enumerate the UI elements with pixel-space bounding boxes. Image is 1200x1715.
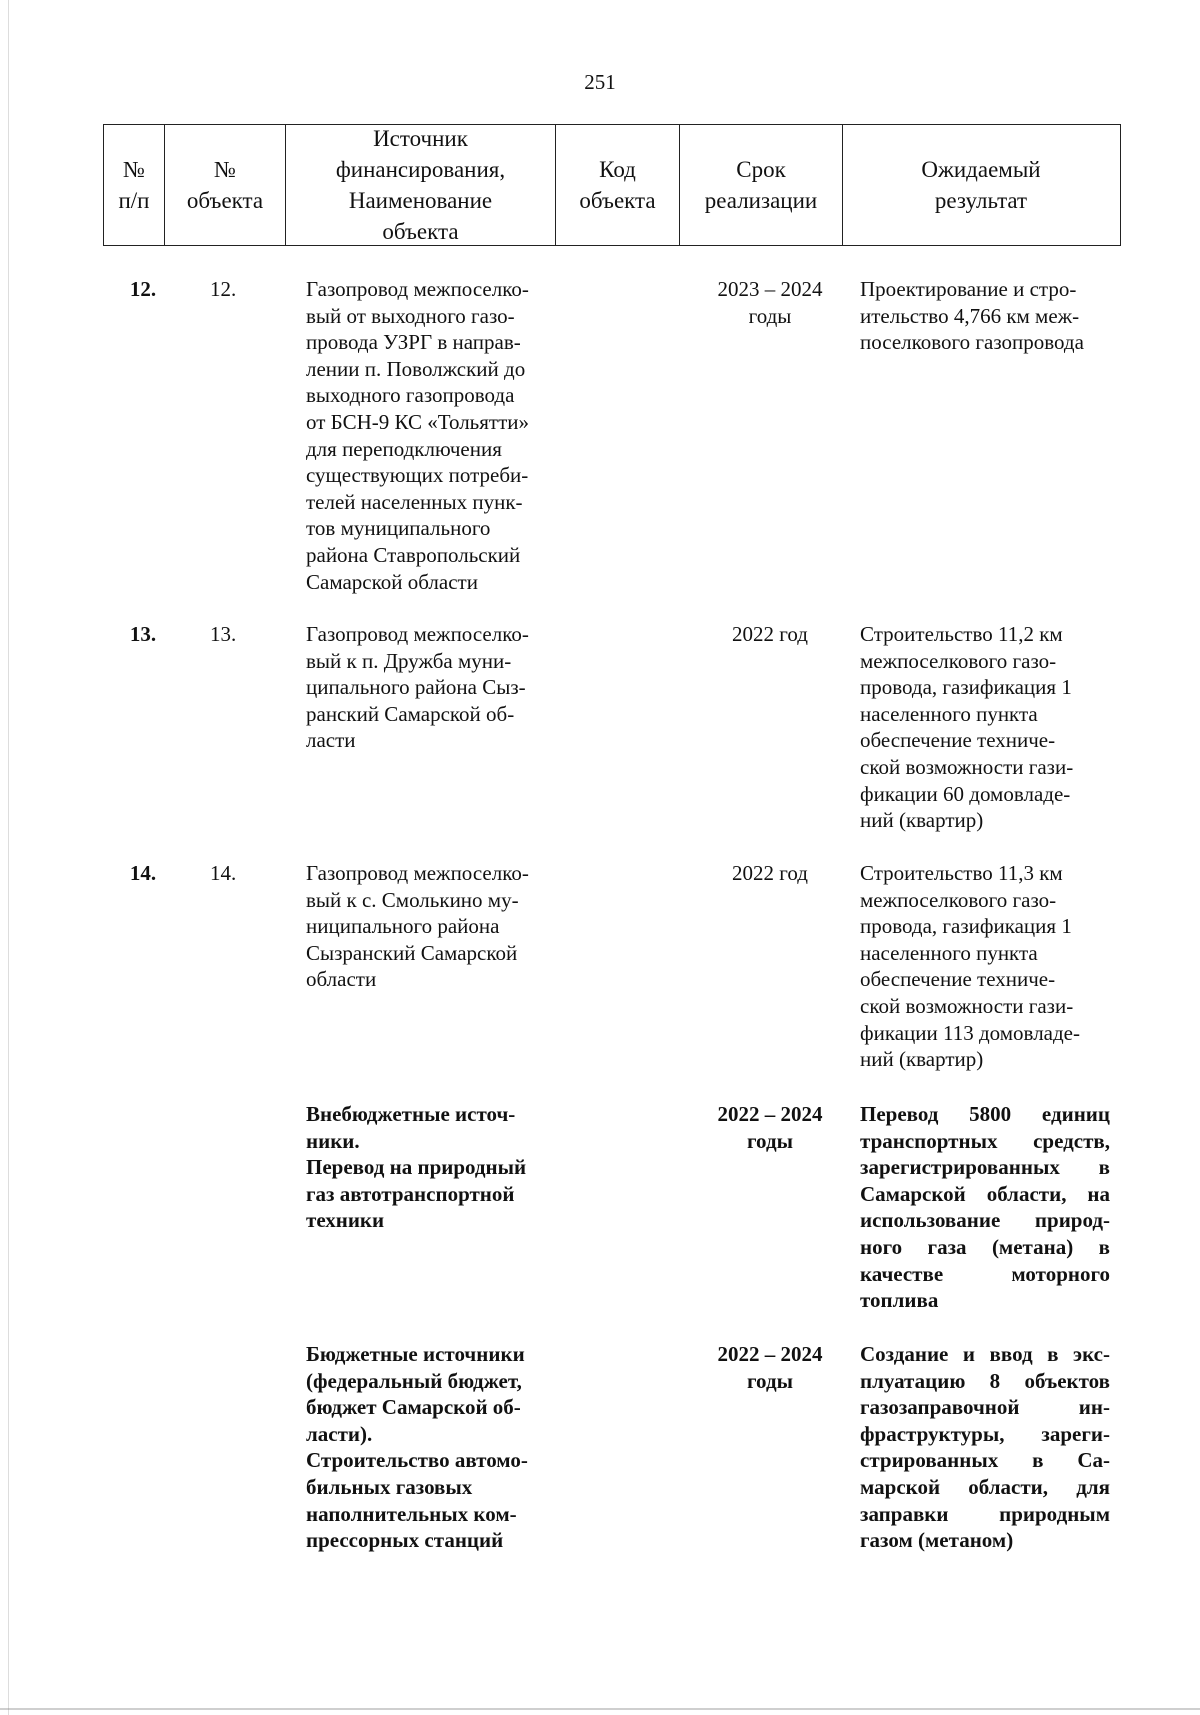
- row-term: 2022 – 2024 годы: [717, 1102, 823, 1153]
- header-result-label: Ожидаемый результат: [921, 157, 1041, 213]
- row-name: Бюджетные источники (федеральный бюджет, бюджет Самарской об- ласти). Строительство автомо- бильных газовых наполнительных ком- прессорных станций: [306, 1342, 528, 1553]
- row-name: Внебюджетные источ- ники. Перевод на природный газ автотранспортной техники: [306, 1102, 527, 1233]
- row-num: 14.: [129, 861, 157, 885]
- header-source-label: Источник финансирования, Наименование объекта: [335, 126, 506, 244]
- row-term: 2022 – 2024 годы: [717, 1342, 823, 1393]
- row-term: 2022 год: [732, 861, 808, 885]
- row-result: Проектирование и стро- ительство 4,766 км меж- поселкового газопровода: [860, 277, 1084, 355]
- row-object-num: 14.: [210, 861, 237, 885]
- page-number: 251: [584, 70, 616, 94]
- row-name: Газопровод межпоселко- вый от выходного газо- провода УЗРГ в направ- лении п. Поволжский до выходного газопровода от БСН-9 КС «Тольятти» для переподключения существующих потреби- телей населенных пунк- тов муниципального района Ставропольский Самарской области: [306, 277, 530, 594]
- row-result: Строительство 11,2 км межпоселкового газо- провода, газификация 1 населенного пункта обеспечение техниче- ской возможности гази- фикации 60 домовладе- ний (квартир): [860, 622, 1074, 833]
- header-term-label: Срок реализации: [704, 157, 818, 213]
- row-result: Строительство 11,3 км межпоселкового газо- провода, газификация 1 населенного пункта обеспечение техниче- ской возможности гази- фикации 113 домовладе- ний (квартир): [860, 861, 1080, 1072]
- header-code-label: Код объекта: [579, 157, 656, 213]
- row-num: 13.: [129, 622, 157, 646]
- row-object-num: 13.: [210, 622, 237, 646]
- row-term: 2022 год: [732, 622, 808, 646]
- row-object-num: 12.: [210, 277, 237, 301]
- scan-border-line: [0, 1708, 1200, 1710]
- row-name: Газопровод межпоселко- вый к с. Смолькино му- ниципального района Сызранский Самарской области: [306, 861, 529, 992]
- row-name: Газопровод межпоселко- вый к п. Дружба муни- ципального района Сыз- ранский Самарской об- ласти: [306, 622, 529, 753]
- row-result: Создание и ввод в экс-плуатацию 8 объектов газозаправочной ин-фраструктуры, зареги-стрированных в Са-марской области, для заправки природным газом (метаном): [860, 1342, 1110, 1553]
- row-num: 12.: [129, 277, 157, 301]
- row-term: 2023 – 2024 годы: [717, 277, 823, 328]
- header-object-label: № объекта: [186, 157, 264, 213]
- header-num-label: № п/п: [118, 157, 150, 213]
- row-result: Перевод 5800 единиц транспортных средств, зарегистрированных в Самарской области, на использование природ-ного газа (метана) в качестве моторного топлива: [860, 1102, 1110, 1313]
